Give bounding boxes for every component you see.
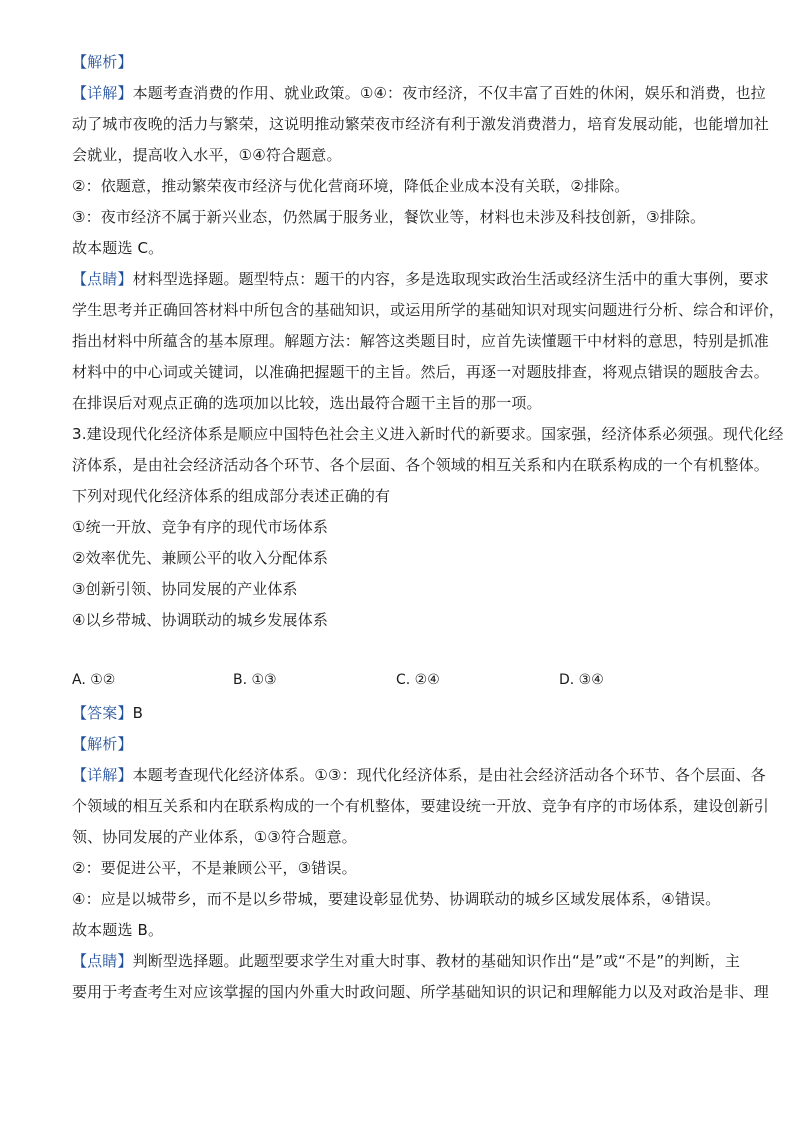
question-stem-line: 下列对现代化经济体系的组成部分表述正确的有 xyxy=(72,487,391,505)
choice-b: B. ①③ xyxy=(233,672,277,688)
statement-option: ①统一开放、竞争有序的现代市场体系 xyxy=(72,518,328,536)
detail-tag: 【详解】 xyxy=(72,766,133,784)
analysis-tag: 【解析】 xyxy=(72,53,133,71)
tip-tag: 【点睛】 xyxy=(72,952,133,970)
analysis-heading xyxy=(72,734,732,754)
tip-line: 【点睛】材料型选择题。题型特点：题干的内容，多是选取现实政治生活或经济生活中的重大事例，要求 xyxy=(72,270,769,288)
tip-line: 指出材料中所蕴含的基本原理。解题方法：解答这类题目时，应首先读懂题干中材料的意思，特别是抓准 xyxy=(72,332,769,350)
analysis-tag: 【解析】 xyxy=(72,735,133,753)
answer-tag: 【答案】 xyxy=(72,704,133,722)
tip-line: 学生思考并正确回答材料中所包含的基础知识，或运用所学的基础知识对现实问题进行分析、综合和评价， xyxy=(72,301,785,319)
detail-line: ②：要促进公平，不是兼顾公平，③错误。 xyxy=(72,859,357,877)
choice-a: A. ①② xyxy=(72,672,116,688)
statement-option: ④以乡带城、协调联动的城乡发展体系 xyxy=(72,611,328,629)
detail-line: ④：应是以城带乡，而不是以乡带城，要建设彰显优势、协调联动的城乡区域发展体系，④错误。 xyxy=(72,890,721,908)
question-stem-line: 3.建设现代化经济体系是顺应中国特色社会主义进入新时代的新要求。国家强，经济体系必须强。现代化经 xyxy=(72,425,784,443)
question-stem-line: 济体系，是由社会经济活动各个环节、各个层面、各个领域的相互关系和内在联系构成的一个有机整体。 xyxy=(72,456,769,474)
conclusion-line: 故本题选 C。 xyxy=(72,239,164,257)
choice-d: D. ③④ xyxy=(559,672,604,688)
detail-line: ③：夜市经济不属于新兴业态，仍然属于服务业，餐饮业等，材料也未涉及科技创新，③排除。 xyxy=(72,208,706,226)
tip-line: 在排误后对观点正确的选项加以比较，选出最符合题干主旨的那一项。 xyxy=(72,394,542,412)
detail-line: 会就业，提高收入水平，①④符合题意。 xyxy=(72,146,342,164)
conclusion-line: 故本题选 B。 xyxy=(72,921,164,939)
detail-line: 【详解】本题考查现代化经济体系。①③：现代化经济体系，是由社会经济活动各个环节、各个层面、各 xyxy=(72,766,766,784)
detail-line: 【详解】本题考查消费的作用、就业政策。①④：夜市经济，不仅丰富了百姓的休闲，娱乐和消费，也拉 xyxy=(72,84,766,102)
tip-line: 【点睛】判断型选择题。此题型要求学生对重大时事、教材的基础知识作出“是”或“不是”的判断，主 xyxy=(72,952,740,970)
answer-line xyxy=(72,703,732,723)
statement-option: ②效率优先、兼顾公平的收入分配体系 xyxy=(72,549,328,567)
analysis-heading xyxy=(72,52,732,72)
detail-tag: 【详解】 xyxy=(72,84,133,102)
choice-c: C. ②④ xyxy=(396,672,440,688)
detail-line: 领、协同发展的产业体系，①③符合题意。 xyxy=(72,828,357,846)
detail-line: ②：依题意，推动繁荣夜市经济与优化营商环境，降低企业成本没有关联，②排除。 xyxy=(72,177,630,195)
tip-line: 要用于考查考生对应该掌握的国内外重大时政问题、所学基础知识的识记和理解能力以及对政治是非、理 xyxy=(72,983,769,1001)
answer-value: B xyxy=(132,704,144,722)
tip-line: 材料中的中心词或关键词，以准确把握题干的主旨。然后，再逐一对题肢排查，将观点错误的题肢舍去。 xyxy=(72,363,769,381)
detail-line: 动了城市夜晚的活力与繁荣，这说明推动繁荣夜市经济有利于激发消费潜力，培育发展动能，也能增加社 xyxy=(72,115,769,133)
statement-option: ③创新引领、协同发展的产业体系 xyxy=(72,580,298,598)
answer-choices xyxy=(72,672,732,692)
detail-line: 个领域的相互关系和内在联系构成的一个有机整体，要建设统一开放、竞争有序的市场体系，建设创新引 xyxy=(72,797,769,815)
tip-tag: 【点睛】 xyxy=(72,270,133,288)
